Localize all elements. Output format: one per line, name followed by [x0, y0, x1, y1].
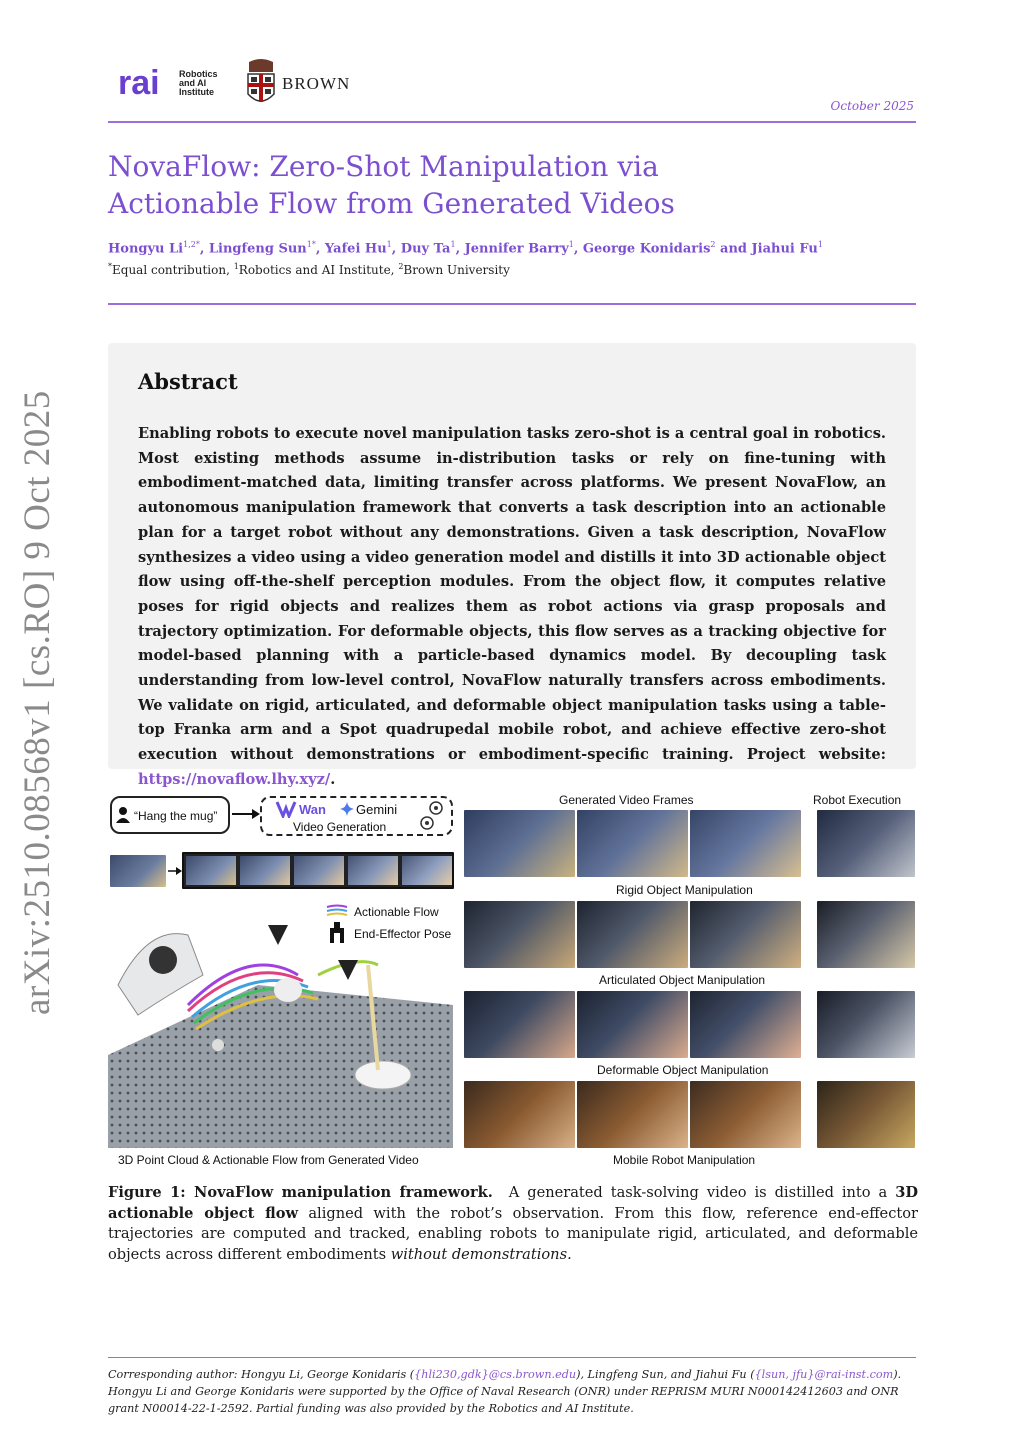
email-brown[interactable]: {hli230,gdk}@cs.brown.edu	[414, 1368, 577, 1381]
deformable-frame-2	[577, 991, 688, 1058]
gripper-icon	[328, 922, 346, 944]
mobile-frame-3	[690, 1081, 801, 1148]
affiliations: *Equal contribution, $^1$Robotics and AI Institute, $^2$Brown University	[108, 262, 510, 277]
articulated-frame-2	[577, 901, 688, 968]
publication-date: October 2025	[830, 99, 914, 113]
footnote: Corresponding author: Hongyu Li, George Konidaris ({hli230,gdk}@cs.brown.edu), Lingfeng Sun, and Jiahui Fu ({lsun, jfu}@rai-inst.com). Hongyu Li and George Konidaris were supported by the Office of Naval Research (ONR) under REPRISM MURI N000142412603 and ONR grant N00014-22-1-2592. Partial funding was also provided by the Robotics and AI Institute.	[108, 1368, 902, 1415]
rigid-frame-2	[577, 810, 688, 877]
point-cloud-illustration	[108, 905, 456, 1148]
articulated-frame-3	[690, 901, 801, 968]
robot-execution-header: Robot Execution	[813, 793, 902, 807]
figure-caption: Figure 1: NovaFlow manipulation framework. A generated task-solving video is distilled into a 3D actionable object flow aligned with the robot’s observation. From this flow, reference end-effector trajectories are computed and tracked, enabling robots to manipulate rigid, articulated, and deformable objects across different embodiments without demonstrations.	[108, 1184, 919, 1264]
left-panel-caption: 3D Point Cloud & Actionable Flow from Generated Video	[118, 1153, 419, 1167]
mobile-robot-execution	[817, 1081, 915, 1148]
row-label-articulated: Articulated Object Manipulation	[599, 973, 766, 987]
gemini-star-icon	[340, 802, 354, 816]
rigid-frame-1	[464, 810, 575, 877]
deformable-frame-1	[464, 991, 575, 1058]
row-label-deformable: Deformable Object Manipulation	[597, 1063, 769, 1077]
svg-text:rai: rai	[118, 66, 160, 100]
wan-logo-icon	[275, 800, 297, 818]
rai-institute-name: Robotics and AI Institute	[179, 69, 218, 97]
author-list: Hongyu $Li^{1,2*}$, Lingfeng Sun$^{1*}$, Yafei Hu$^1$, Duy Ta$^1$, Jennifer Barry$^1$, George Konidaris$^2$ and Jiahui Fu$^1$	[108, 240, 823, 257]
paper-title: NovaFlow: Zero-Shot Manipulation via Actionable Flow from Generated Videos	[108, 150, 675, 220]
mobile-frame-1	[464, 1081, 575, 1148]
abstract-body: Enabling robots to execute novel manipulation tasks zero-shot is a central goal in robotics. Most existing methods assume in-distribution tasks or rely on fine-tuning with embodiment-matched data, limiting transfer across platforms. We present NovaFlow, an autonomous manipulation framework that converts a task description into an actionable plan for a target robot without any demonstrations. Given a task description, NovaFlow synthesizes a video using a video generation model and distills it into 3D actionable object flow using off-the-shelf perception modules. From the object flow, it computes relative poses for rigid objects and realizes them as robot actions via grasp proposals and trajectory optimization. For deformable objects, this flow serves as a tracking objective for model-based planning with a particle-based dynamics model. By decoupling task understanding from low-level control, NovaFlow naturally transfers across embodiments. We validate on rigid, articulated, and deformable object manipulation tasks using a table-top Franka arm and a Spot quadrupedal mobile robot, and achieve effective zero-shot execution without demonstrations or embodiment-specific training. Project website: https://novaflow.lhy.xyz/.	[138, 425, 886, 788]
brown-wordmark: BROWN	[282, 74, 351, 93]
gears-icon	[418, 799, 446, 833]
flow-legend-icon	[326, 904, 348, 918]
articulated-frame-1	[464, 901, 575, 968]
generated-frames-header: Generated Video Frames	[559, 793, 694, 807]
articulated-robot-execution	[817, 901, 915, 968]
rigid-robot-execution	[817, 810, 915, 877]
input-observation-image	[110, 855, 166, 887]
email-rai[interactable]: {lsun, jfu}@rai-inst.com	[754, 1368, 894, 1381]
footer-rule	[108, 1357, 916, 1358]
row-label-rigid: Rigid Object Manipulation	[616, 883, 753, 897]
abstract-heading: Abstract	[138, 369, 238, 394]
video-generation-label: Video Generation	[293, 820, 387, 834]
task-prompt: “Hang the mug”	[134, 809, 218, 823]
rai-logo	[118, 66, 172, 100]
legend-end-effector-pose: End-Effector Pose	[354, 927, 452, 941]
rigid-frame-3	[690, 810, 801, 877]
header-rule	[108, 121, 916, 123]
arxiv-side-stamp: arXiv:2510.08568v1 [cs.RO] 9 Oct 2025	[17, 390, 58, 1015]
gemini-label: Gemini	[356, 802, 398, 817]
mobile-frame-2	[577, 1081, 688, 1148]
arrow-icon	[168, 866, 182, 876]
project-website-link[interactable]: https://novaflow.lhy.xyz/	[138, 770, 331, 788]
brown-shield-logo	[245, 58, 277, 110]
generated-frame-strip	[182, 852, 454, 889]
title-rule	[108, 303, 916, 305]
row-label-mobile: Mobile Robot Manipulation	[613, 1153, 756, 1167]
deformable-robot-execution	[817, 991, 915, 1058]
legend-actionable-flow: Actionable Flow	[354, 905, 439, 919]
arrow-icon	[232, 809, 260, 819]
wan-label: Wan	[299, 802, 326, 817]
person-icon	[115, 806, 131, 824]
deformable-frame-3	[690, 991, 801, 1058]
